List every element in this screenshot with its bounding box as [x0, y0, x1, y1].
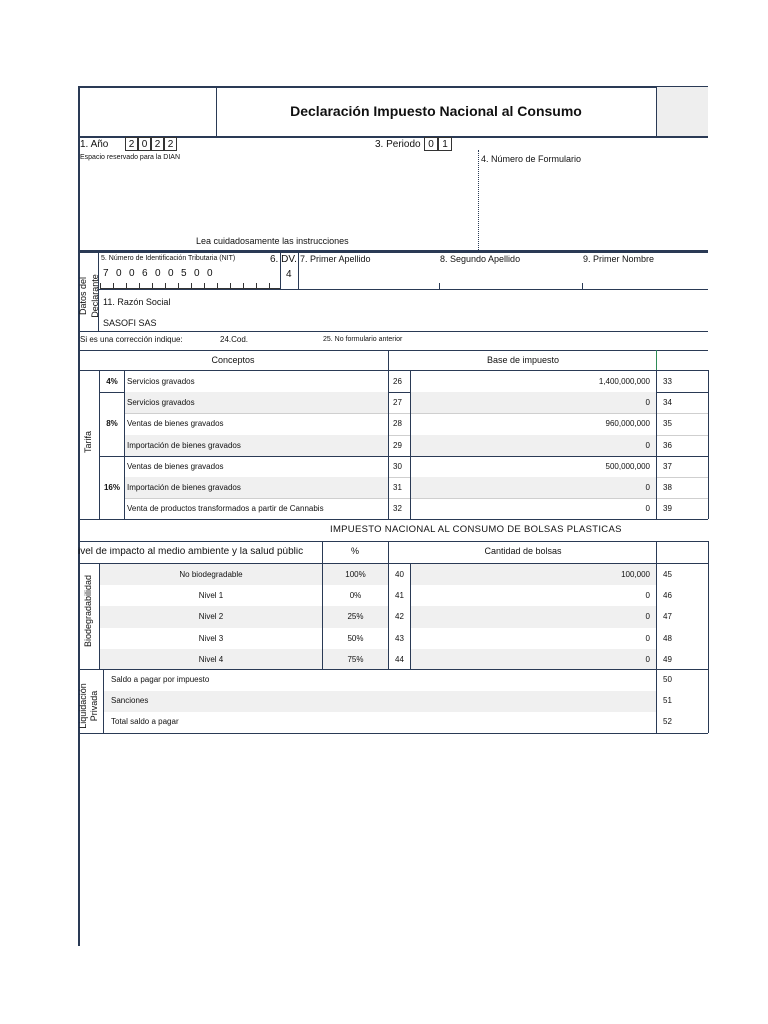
reservado-label: Espacio reservado para la DIAN	[80, 154, 180, 161]
primer-nombre-label: 9. Primer Nombre	[583, 254, 655, 264]
tarifa-code-divider-right	[410, 370, 411, 519]
dv-divider-right	[298, 253, 299, 289]
nivel-cell: Nivel 3	[198, 633, 224, 643]
declarante-section-label: Datos del Declarante	[78, 274, 100, 318]
rate-cell: 16%	[103, 483, 120, 492]
num-cell: 48	[663, 633, 672, 643]
liquidacion-num-divider	[656, 669, 657, 733]
nit-digit[interactable]: 0	[207, 268, 213, 279]
col-nivel: ivel de impacto al medio ambiente y la salud públic	[78, 547, 304, 557]
segundo-apellido-label: 8. Segundo Apellido	[440, 254, 521, 264]
formulario-divider	[478, 150, 479, 250]
bolsas-section-divider	[99, 563, 100, 669]
liquidacion-section-label: Liquidación Privada	[78, 683, 99, 729]
code-cell: 29	[393, 440, 402, 450]
nit-ticks	[100, 283, 280, 288]
nit-digit[interactable]: 0	[168, 268, 174, 279]
num-cell: 49	[663, 654, 672, 664]
anio-digit[interactable]: 2	[151, 137, 164, 151]
nivel-cell: Nivel 1	[198, 591, 224, 601]
value-cell[interactable]: 500,000,000	[605, 461, 650, 471]
primer-apellido-label: 7. Primer Apellido	[300, 254, 371, 264]
row-line	[99, 456, 708, 457]
bolsas-code-divider-left	[388, 541, 389, 669]
num-cell: 38	[663, 483, 672, 492]
bolsas-code-divider-right	[410, 563, 411, 669]
pct-cell: 0%	[349, 591, 362, 601]
code-cell: 44	[395, 654, 404, 664]
liquidacion-right-border	[708, 669, 709, 733]
dv-value[interactable]: 4	[286, 269, 292, 280]
periodo-digit[interactable]: 1	[438, 137, 452, 151]
num-cell: 37	[663, 461, 672, 471]
concept-cell: Importación de bienes gravados	[127, 440, 241, 450]
periodo-digit[interactable]: 0	[424, 137, 438, 151]
declarante-row-line	[98, 289, 708, 290]
col-conceptos: Conceptos	[211, 355, 255, 365]
razon-social-label: 11. Razón Social	[103, 297, 171, 307]
liquidacion-label: Total saldo a pagar	[111, 717, 179, 727]
header-divider	[388, 350, 389, 370]
num-cell: 46	[663, 591, 672, 601]
num-cell: 34	[663, 398, 672, 408]
razon-social-value[interactable]: SASOFI SAS	[103, 318, 157, 328]
code-cell: 30	[393, 461, 402, 471]
anio-digit[interactable]: 0	[138, 137, 151, 151]
liquidacion-label: Saldo a pagar por impuesto	[111, 675, 210, 684]
bolsas-num-divider	[656, 541, 657, 669]
nivel-cell: Nivel 2	[198, 612, 224, 622]
pct-cell: 50%	[347, 633, 364, 643]
declarante-bottom-line	[78, 331, 708, 332]
nit-digit[interactable]: 0	[155, 268, 161, 279]
rate-cell: 8%	[106, 419, 118, 429]
nit-digit[interactable]: 0	[129, 268, 135, 279]
value-cell[interactable]: 0	[645, 440, 650, 450]
num-cell: 52	[663, 717, 672, 727]
col-pct: %	[350, 546, 359, 556]
top-border	[78, 86, 708, 88]
left-border	[78, 86, 80, 946]
bolsas-top-line	[78, 519, 708, 520]
value-cell[interactable]: 0	[645, 504, 650, 514]
num-cell: 35	[663, 419, 672, 429]
row-shade	[104, 691, 656, 712]
logo-area	[657, 87, 708, 137]
liquidacion-bottom-line	[78, 733, 708, 734]
concept-cell: Servicios gravados	[127, 398, 195, 408]
anio-label: 1. Año	[80, 139, 109, 150]
num-cell: 50	[663, 675, 672, 684]
formulario-label: 4. Número de Formulario	[481, 154, 582, 164]
value-cell[interactable]: 960,000,000	[605, 419, 650, 429]
pct-cell: 100%	[345, 570, 366, 579]
code-cell: 26	[393, 377, 402, 386]
row-line	[124, 413, 708, 414]
code-cell: 40	[395, 570, 404, 579]
tarifa-header-bottom	[78, 370, 708, 371]
correccion-label: Si es una corrección indique:	[80, 335, 183, 344]
value-cell[interactable]: 0	[645, 483, 650, 492]
biodegradabilidad-section-label: Biodegradabilidad	[83, 574, 93, 648]
nivel-cell: Nivel 4	[198, 654, 224, 664]
tarifa-num-divider	[656, 370, 657, 519]
row-line	[124, 498, 708, 499]
tarifa-rate-divider-left	[99, 370, 100, 519]
concept-cell: Servicios gravados	[127, 377, 195, 386]
num-cell: 45	[663, 570, 672, 579]
col-base: Base de impuesto	[486, 355, 560, 365]
dv-label: 6. DV.	[270, 254, 297, 265]
code-cell: 42	[395, 612, 404, 622]
liquidacion-label: Sanciones	[111, 696, 149, 706]
value-cell[interactable]: 100,000	[621, 570, 650, 579]
value-cell[interactable]: 0	[645, 398, 650, 408]
bolsas-right-border	[708, 541, 709, 669]
nit-digit[interactable]: 0	[116, 268, 122, 279]
correccion-bottom-line	[78, 350, 708, 351]
instrucciones-text: Lea cuidadosamente las instrucciones	[196, 236, 349, 246]
num-cell: 36	[663, 440, 672, 450]
liquidacion-top-line	[78, 669, 708, 670]
bolsas-title: IMPUESTO NACIONAL AL CONSUMO DE BOLSAS PLASTICAS	[330, 524, 622, 535]
nit-digit[interactable]: 7	[103, 268, 109, 279]
nivel-cell: No biodegradable	[179, 570, 243, 579]
value-cell[interactable]: 0	[645, 612, 650, 622]
code-cell: 43	[395, 633, 404, 643]
concept-cell: Venta de productos transformados a partir de Cannabis	[127, 504, 324, 514]
code-cell: 41	[395, 591, 404, 601]
num-cell: 33	[663, 377, 672, 386]
num-cell: 51	[663, 696, 672, 706]
code-cell: 27	[393, 398, 402, 408]
num-cell: 39	[663, 504, 672, 514]
tarifa-code-divider-left	[388, 370, 389, 519]
concept-cell: Ventas de bienes gravados	[127, 419, 224, 429]
code-cell: 31	[393, 483, 402, 492]
nit-digit[interactable]: 5	[181, 268, 187, 279]
concept-cell: Ventas de bienes gravados	[127, 461, 224, 471]
periodo-label: 3. Periodo	[375, 139, 421, 150]
bolsas-title-bottom	[78, 541, 708, 542]
pct-cell: 75%	[347, 654, 364, 664]
header-divider-green	[656, 350, 657, 370]
correccion-cod: 24.Cod.	[220, 335, 249, 344]
pct-cell: 25%	[347, 612, 364, 622]
rate-cell: 4%	[106, 377, 118, 386]
value-cell[interactable]: 0	[645, 654, 650, 664]
nit-digit[interactable]: 6	[142, 268, 148, 279]
tarifa-section-label: Tarifa	[83, 431, 93, 454]
value-cell[interactable]: 0	[645, 591, 650, 601]
nit-digit[interactable]: 0	[194, 268, 200, 279]
header-bottom-line	[78, 250, 708, 253]
code-cell: 28	[393, 419, 402, 429]
tarifa-right-border	[708, 370, 709, 519]
anio-digit[interactable]: 2	[164, 137, 177, 151]
concept-cell: Importación de bienes gravados	[127, 483, 241, 492]
nit-label: 5. Número de Identificación Tributaria (NIT)	[101, 255, 236, 262]
col-cantidad: Cantidad de bolsas	[484, 546, 562, 556]
liquidacion-section-divider	[103, 669, 104, 733]
page-title: Declaración Impuesto Nacional al Consumo	[290, 103, 582, 119]
tarifa-rate-divider-right	[124, 370, 125, 519]
correccion-anterior: 25. No formulario anterior	[323, 336, 403, 343]
value-cell[interactable]: 1,400,000,000	[598, 377, 650, 386]
code-cell: 32	[393, 504, 402, 514]
value-cell[interactable]: 0	[645, 633, 650, 643]
anio-digit[interactable]: 2	[125, 137, 138, 151]
num-cell: 47	[663, 612, 672, 622]
